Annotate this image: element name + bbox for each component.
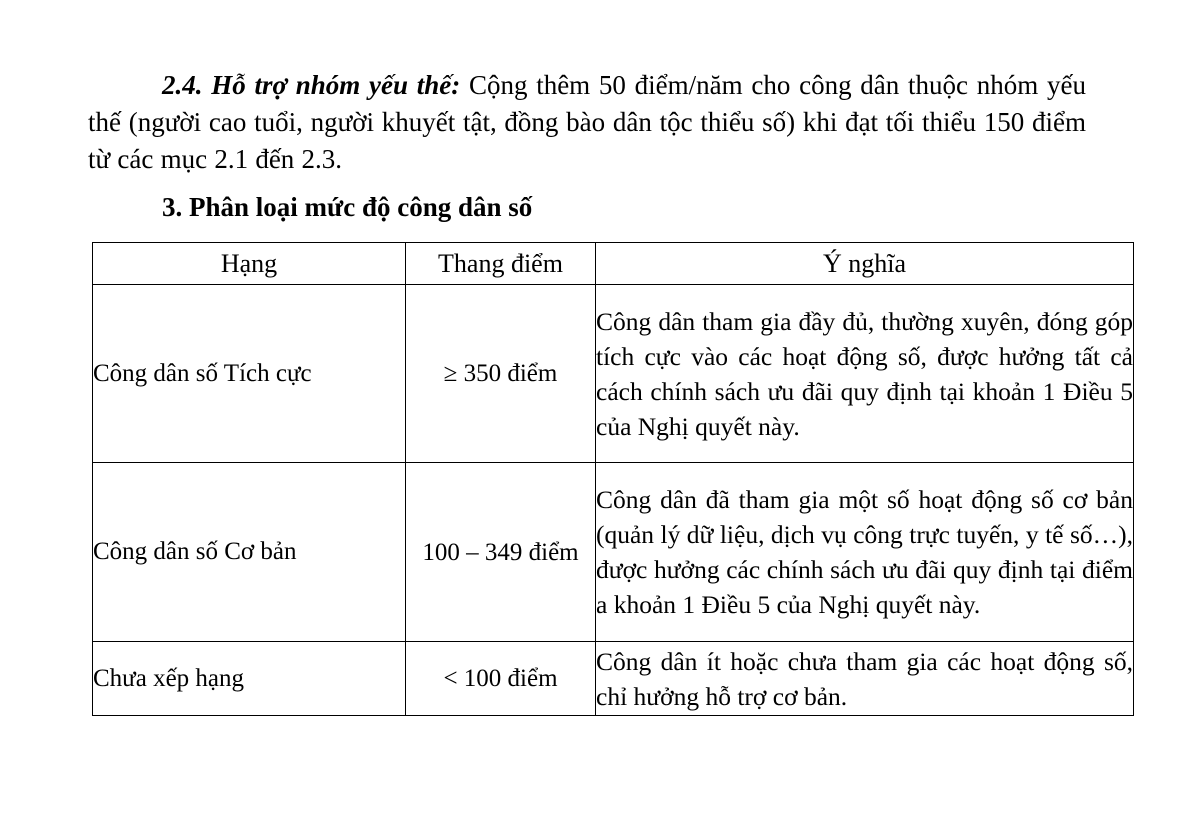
table-row	[93, 463, 1134, 642]
table-header-meaning: Ý nghĩa	[596, 243, 1134, 285]
cell-meaning: Công dân ít hoặc chưa tham gia các hoạt động số, chỉ hưởng hỗ trợ cơ bản.	[596, 642, 1134, 716]
table-header-scale: Thang điểm	[406, 243, 596, 285]
table-row	[93, 642, 1134, 716]
classification-table-container	[92, 242, 1133, 716]
cell-meaning: Công dân tham gia đầy đủ, thường xuyên, đóng góp tích cực vào các hoạt động số, được hưởng tất cả cách chính sách ưu đãi quy định tại khoản 1 Điều 5 của Nghị quyết này.	[596, 285, 1134, 463]
table-header-row	[93, 243, 1134, 285]
classification-table	[92, 242, 1134, 716]
paragraph-2-4-body: Cộng thêm 50 điểm/năm cho công dân thuộc nhóm yếu thế (người cao tuổi, người khuyết tật, đồng bào dân tộc thiểu số) khi đạt tối thiểu 150 điểm từ các mục 2.1 đến 2.3.	[88, 70, 1086, 174]
table-row	[93, 285, 1134, 463]
cell-scale: 100 – 349 điểm	[406, 463, 596, 642]
cell-scale: < 100 điểm	[406, 642, 596, 716]
paragraph-2-4-lead: 2.4. Hỗ trợ nhóm yếu thế:	[162, 70, 461, 100]
table-header-rank: Hạng	[93, 243, 406, 285]
cell-rank: Chưa xếp hạng	[93, 642, 406, 716]
cell-meaning: Công dân đã tham gia một số hoạt động số cơ bản (quản lý dữ liệu, dịch vụ công trực tuyến, y tế số…), được hưởng các chính sách ưu đãi quy định tại điểm a khoản 1 Điều 5 của Nghị quyết này.	[596, 463, 1134, 642]
cell-rank: Công dân số Tích cực	[93, 285, 406, 463]
cell-scale: ≥ 350 điểm	[406, 285, 596, 463]
cell-rank: Công dân số Cơ bản	[93, 463, 406, 642]
section-heading-3: 3. Phân loại mức độ công dân số	[162, 192, 533, 222]
paragraph-2-4	[88, 67, 1086, 178]
